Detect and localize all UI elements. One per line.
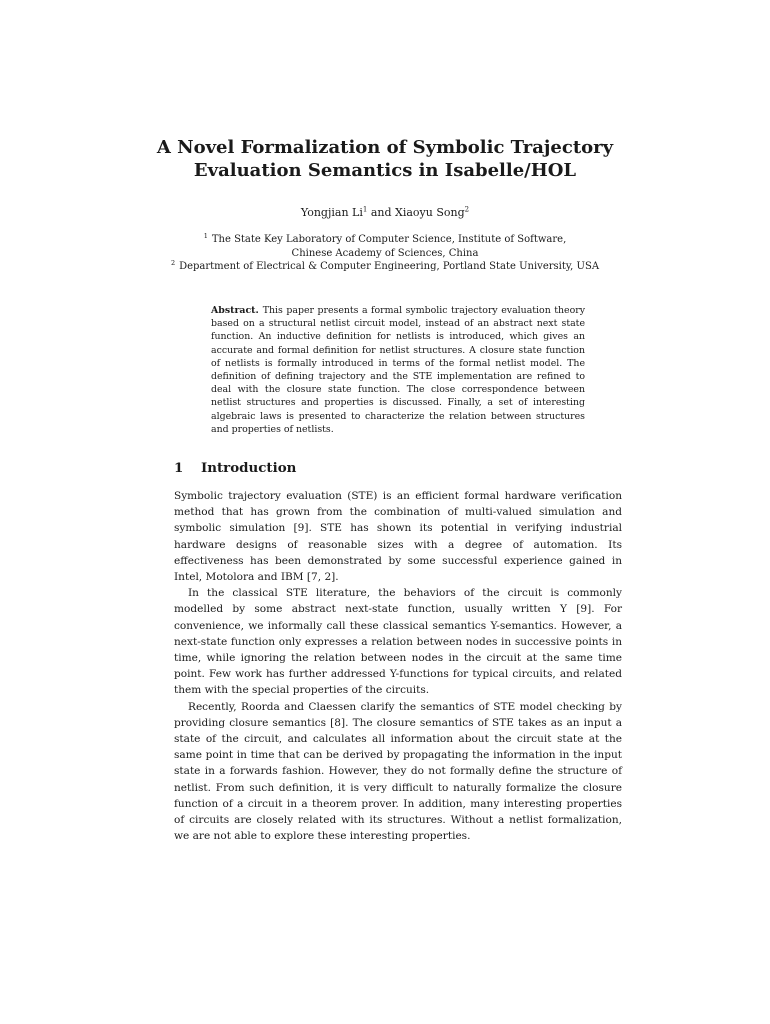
body-paragraph: In the classical STE literature, the behaviors of the circuit is commonly modelled by some abstract next-state function, usually written Y [9]. For convenience, we informally call these classical semantics Y-semantics. However, a next-state function only expresses a relation between nodes in successive points in time, while ignoring the relation between nodes in the circuit at the same time point. Few work has further addressed Y-functions for typical circuits, and related them with the special properties of the circuits.	[174, 587, 622, 697]
author-name: Yongjian Li	[300, 206, 363, 219]
affiliation-text: Department of Electrical & Computer Engineering, Portland State University, USA	[179, 261, 600, 272]
section-body	[174, 488, 622, 844]
affiliation-text: The State Key Laboratory of Computer Science, Institute of Software,	[211, 234, 567, 245]
section-title: Introduction	[201, 460, 297, 476]
author-affiliation-mark: 2	[464, 205, 470, 214]
author-separator: and	[370, 206, 392, 219]
section-number: 1	[174, 460, 184, 476]
affiliation-line	[150, 247, 620, 261]
affiliation-line	[150, 260, 620, 274]
affiliation-text: Chinese Academy of Sciences, China	[291, 247, 479, 259]
paper-title: A Novel Formalization of Symbolic Trajectory Evaluation Semantics in Isabelle/HOL	[156, 137, 614, 181]
affiliation-line	[150, 233, 620, 247]
abstract-text: This paper presents a formal symbolic trajectory evaluation theory based on a structural netlist circuit model, instead of an abstract next state function. An inductive definition for netlists is introduced, which gives an accurate and formal definition for netlist structures. A closure state function of netlists is formally introduced in terms of the formal netlist model. The definition of defining trajectory and the STE implementation are refined to deal with the closure state function. The close correspondence between netlist structures and properties is discussed. Finally, a set of interesting algebraic laws is presented to characterize the relation between structures and properties of netlists.	[211, 305, 585, 435]
affiliation-mark: 1	[203, 231, 208, 240]
author-affiliation-mark: 1	[362, 205, 368, 214]
body-paragraph: Symbolic trajectory evaluation (STE) is an efficient formal hardware verification method that has grown from the combination of multi-valued simulation and symbolic simulation [9]. STE has shown its potential in verifying industrial hardware designs of reasonable sizes with a degree of automation. Its effectiveness has been demonstrated by some successful experience gained in Intel, Motolora and IBM [7, 2].	[174, 490, 622, 584]
affiliations	[150, 233, 620, 274]
body-paragraph: Recently, Roorda and Claessen clarify the semantics of STE model checking by providing closure semantics [8]. The closure semantics of STE takes as an input a state of the circuit, and calculates all information about the circuit state at the same point in time that can be derived by propagating the information in the input state in a forwards fashion. However, they do not formally define the structure of netlist. From such definition, it is very difficult to naturally formalize the closure function of a circuit in a theorem prover. In addition, many interesting properties of circuits are closely related with its structures. Without a netlist formalization, we are not able to explore these interesting properties.	[174, 700, 622, 843]
abstract	[211, 304, 585, 436]
affiliation-mark: 2	[170, 258, 176, 267]
section-heading	[174, 460, 594, 476]
abstract-label: Abstract.	[211, 305, 259, 316]
author-name: Xiaoyu Song	[395, 206, 465, 219]
author-list	[120, 206, 650, 219]
